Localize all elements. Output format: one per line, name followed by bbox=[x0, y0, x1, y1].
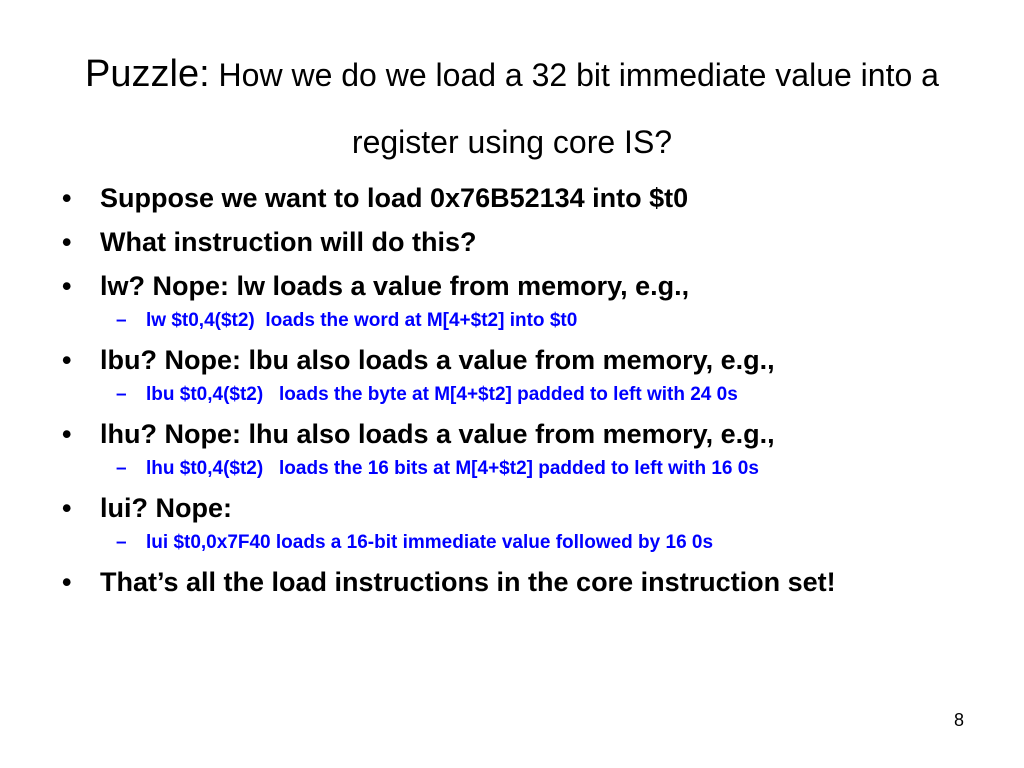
bullet-text: lw? Nope: lw loads a value from memory, e.g., bbox=[100, 271, 690, 301]
sub-bullet-marker: – bbox=[116, 532, 127, 553]
sub-bullet-lhu-example bbox=[60, 456, 980, 482]
bullet-what-instruction bbox=[60, 224, 980, 260]
bullet-suppose bbox=[60, 180, 980, 216]
sub-bullet-text: lui $t0,0x7F40 loads a 16-bit immediate value followed by 16 0s bbox=[146, 532, 714, 553]
page-number: 8 bbox=[953, 710, 964, 730]
title-lead: Puzzle: bbox=[85, 53, 210, 95]
bullet-marker: • bbox=[62, 567, 72, 597]
sub-bullet-lw-example bbox=[60, 308, 980, 334]
sub-bullet-marker: – bbox=[116, 310, 127, 331]
sub-bullet-lbu-example bbox=[60, 382, 980, 408]
bullet-lui bbox=[60, 490, 980, 526]
sub-bullet-marker: – bbox=[116, 458, 127, 479]
bullet-marker: • bbox=[62, 227, 72, 257]
bullet-marker: • bbox=[62, 493, 72, 523]
sub-bullet-text: lhu $t0,4($t2) loads the 16 bits at M[4+$t2] padded to left with 16 0s bbox=[146, 458, 759, 479]
bullet-lw bbox=[60, 268, 980, 304]
bullet-lbu bbox=[60, 342, 980, 378]
slide-title bbox=[40, 44, 984, 179]
title-question: How we do we load a 32 bit immediate value into a register using core IS? bbox=[218, 57, 939, 160]
bullet-marker: • bbox=[62, 345, 72, 375]
bullet-marker: • bbox=[62, 419, 72, 449]
bullet-thats-all bbox=[60, 564, 980, 600]
sub-bullet-lui-example bbox=[60, 530, 980, 556]
bullet-list bbox=[60, 180, 980, 600]
bullet-text: Suppose we want to load 0x76B52134 into $t0 bbox=[100, 183, 689, 213]
bullet-marker: • bbox=[62, 271, 72, 301]
sub-bullet-text: lw $t0,4($t2) loads the word at M[4+$t2] into $t0 bbox=[146, 310, 578, 331]
sub-bullet-text: lbu $t0,4($t2) loads the byte at M[4+$t2] padded to left with 24 0s bbox=[146, 384, 738, 405]
sub-bullet-marker: – bbox=[116, 384, 127, 405]
bullet-lhu bbox=[60, 416, 980, 452]
bullet-text: lhu? Nope: lhu also loads a value from memory, e.g., bbox=[100, 419, 775, 449]
bullet-text: What instruction will do this? bbox=[100, 227, 477, 257]
bullet-text: That’s all the load instructions in the core instruction set! bbox=[100, 567, 836, 597]
bullet-marker: • bbox=[62, 183, 72, 213]
bullet-text: lbu? Nope: lbu also loads a value from memory, e.g., bbox=[100, 345, 775, 375]
bullet-text: lui? Nope: bbox=[100, 493, 232, 523]
